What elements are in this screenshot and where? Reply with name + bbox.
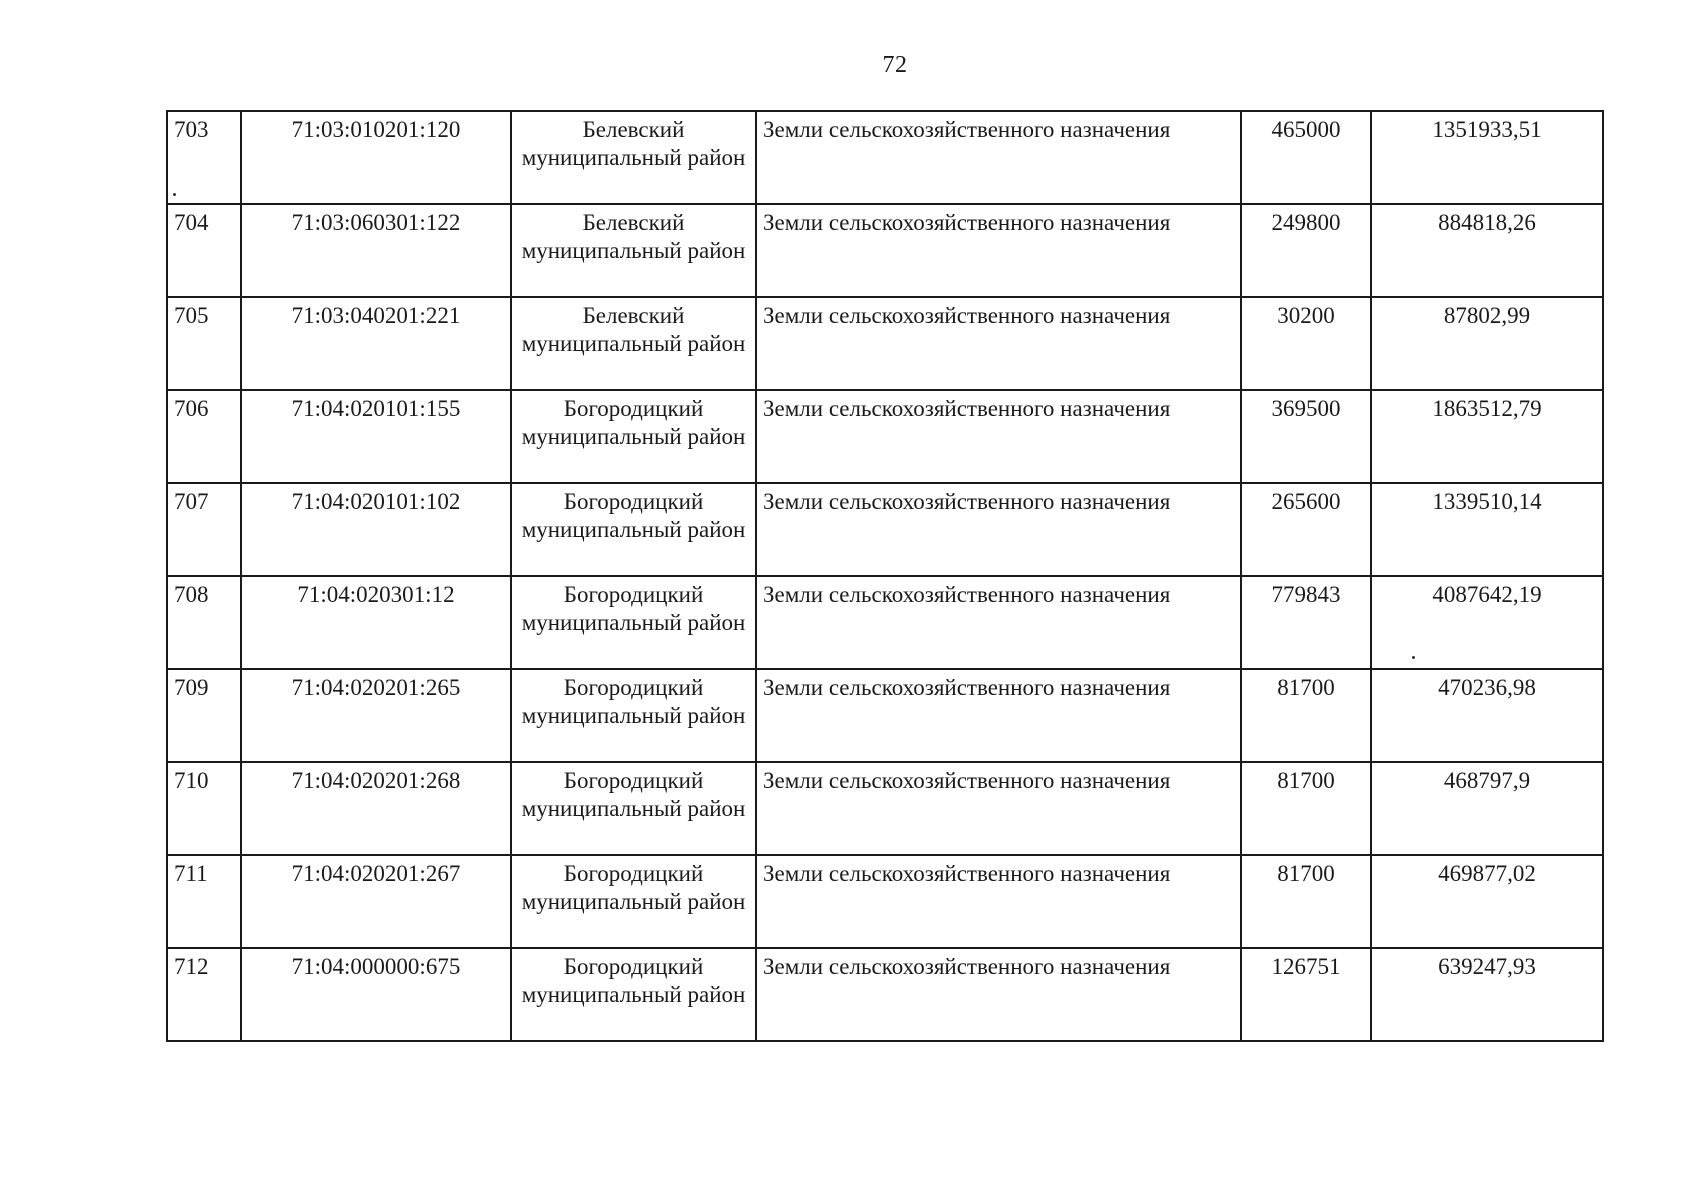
row-number-cell: 709 xyxy=(167,669,241,762)
land-category-cell: Земли сельскохозяйственного назначения xyxy=(756,204,1241,297)
table-row xyxy=(167,669,1603,762)
table-row xyxy=(167,762,1603,855)
cadastral-value-cell: 470236,98 xyxy=(1371,669,1603,762)
land-category-cell: Земли сельскохозяйственного назначения xyxy=(756,297,1241,390)
table-body xyxy=(167,111,1603,1041)
table-row xyxy=(167,948,1603,1041)
area-cell: 465000 xyxy=(1241,111,1371,204)
cadastral-number-cell: 71:04:020201:267 xyxy=(241,855,511,948)
land-plots-table xyxy=(166,110,1604,1042)
area-cell: 81700 xyxy=(1241,762,1371,855)
row-number-cell: 711 xyxy=(167,855,241,948)
area-cell: 249800 xyxy=(1241,204,1371,297)
land-category-cell: Земли сельскохозяйственного назначения xyxy=(756,669,1241,762)
land-category-cell: Земли сельскохозяйственного назначения xyxy=(756,762,1241,855)
cadastral-number-cell: 71:04:020101:155 xyxy=(241,390,511,483)
district-cell: Богородицкий муниципальный район xyxy=(511,669,756,762)
cadastral-number-cell: 71:04:020301:12 xyxy=(241,576,511,669)
table-row xyxy=(167,483,1603,576)
cadastral-value-cell: 4087642,19 xyxy=(1371,576,1603,669)
district-cell: Богородицкий муниципальный район xyxy=(511,390,756,483)
cadastral-number-cell: 71:04:000000:675 xyxy=(241,948,511,1041)
cadastral-value-cell: 1863512,79 xyxy=(1371,390,1603,483)
area-cell: 81700 xyxy=(1241,855,1371,948)
area-cell: 779843 xyxy=(1241,576,1371,669)
cadastral-number-cell: 71:03:010201:120 xyxy=(241,111,511,204)
district-cell: Белевский муниципальный район xyxy=(511,204,756,297)
row-number-cell: 707 xyxy=(167,483,241,576)
cadastral-number-cell: 71:03:040201:221 xyxy=(241,297,511,390)
cadastral-number-cell: 71:04:020201:265 xyxy=(241,669,511,762)
table-row xyxy=(167,855,1603,948)
cadastral-number-cell: 71:04:020201:268 xyxy=(241,762,511,855)
cadastral-value-cell: 639247,93 xyxy=(1371,948,1603,1041)
area-cell: 81700 xyxy=(1241,669,1371,762)
land-category-cell: Земли сельскохозяйственного назначения xyxy=(756,111,1241,204)
table-row xyxy=(167,204,1603,297)
cadastral-value-cell: 1339510,14 xyxy=(1371,483,1603,576)
land-category-cell: Земли сельскохозяйственного назначения xyxy=(756,576,1241,669)
cadastral-value-cell: 468797,9 xyxy=(1371,762,1603,855)
row-number-cell: 710 xyxy=(167,762,241,855)
district-cell: Богородицкий муниципальный район xyxy=(511,948,756,1041)
land-category-cell: Земли сельскохозяйственного назначения xyxy=(756,483,1241,576)
land-category-cell: Земли сельскохозяйственного назначения xyxy=(756,948,1241,1041)
district-cell: Богородицкий муниципальный район xyxy=(511,576,756,669)
table-row xyxy=(167,297,1603,390)
row-number-cell: 705 xyxy=(167,297,241,390)
district-cell: Богородицкий муниципальный район xyxy=(511,483,756,576)
scan-speck xyxy=(173,193,176,196)
land-category-cell: Земли сельскохозяйственного назначения xyxy=(756,855,1241,948)
table-row xyxy=(167,390,1603,483)
cadastral-value-cell: 884818,26 xyxy=(1371,204,1603,297)
district-cell: Богородицкий муниципальный район xyxy=(511,762,756,855)
row-number-cell: 708 xyxy=(167,576,241,669)
scan-speck xyxy=(1412,656,1415,659)
area-cell: 126751 xyxy=(1241,948,1371,1041)
cadastral-number-cell: 71:03:060301:122 xyxy=(241,204,511,297)
row-number-cell: 712 xyxy=(167,948,241,1041)
row-number-cell: 706 xyxy=(167,390,241,483)
row-number-cell: 703 xyxy=(167,111,241,204)
row-number-cell: 704 xyxy=(167,204,241,297)
cadastral-value-cell: 87802,99 xyxy=(1371,297,1603,390)
cadastral-value-cell: 1351933,51 xyxy=(1371,111,1603,204)
table-row xyxy=(167,111,1603,204)
area-cell: 265600 xyxy=(1241,483,1371,576)
district-cell: Белевский муниципальный район xyxy=(511,111,756,204)
table-row xyxy=(167,576,1603,669)
cadastral-value-cell: 469877,02 xyxy=(1371,855,1603,948)
district-cell: Белевский муниципальный район xyxy=(511,297,756,390)
district-cell: Богородицкий муниципальный район xyxy=(511,855,756,948)
page-number: 72 xyxy=(882,52,908,78)
land-category-cell: Земли сельскохозяйственного назначения xyxy=(756,390,1241,483)
cadastral-number-cell: 71:04:020101:102 xyxy=(241,483,511,576)
area-cell: 369500 xyxy=(1241,390,1371,483)
area-cell: 30200 xyxy=(1241,297,1371,390)
